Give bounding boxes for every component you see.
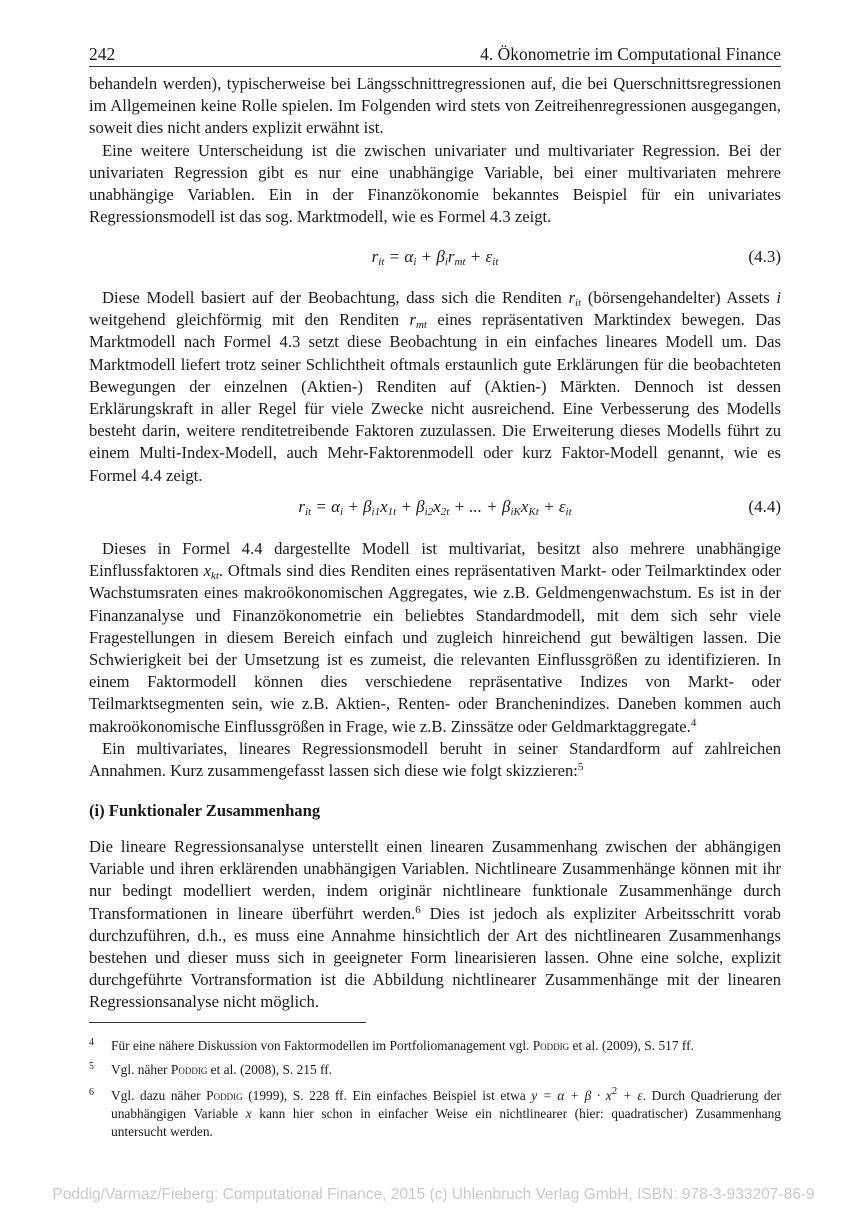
paragraph-3 [89,287,781,487]
text-run: Die lineare Regressionsanalyse unterstellt einen linearen Zusammenhang zwischen der abhängigen Variable und ihren erklärenden unabhängigen Variablen. Nichtlineare Zusammenhänge können mit ihr nur bedingt modelliert werden, indem originär nichtlineare funktionale Zusammenhänge durch Transformationen in lineare überführt werden. [89,837,781,923]
inline-formula: + ε [617,1088,643,1103]
paragraph-6 [89,836,781,1014]
footnote-divider [89,1022,366,1023]
paragraph-1: behandeln werden), typischerweise bei Längsschnittregressionen auf, die bei Querschnittsregressionen im Allgemeinen keine Rolle spielen. Im Folgenden wird stets von Zeitreihenregressionen ausgegangen, soweit dies nicht anders explizit erwähnt ist. [89,74,781,138]
paragraph-4 [89,538,781,738]
math-var: x [245,1106,252,1121]
author-name: Poddig [170,1062,208,1077]
text-run: (börsengehandelter) Assets [581,288,777,307]
text-run: Dieses in Formel 4.4 dargestellte Modell ist multivariat, besitzt also mehrere unabhängige Einflussfaktoren [89,539,781,581]
section-heading: (i) Funktionaler Zusammenhang [89,801,321,820]
equation-number: (4.3) [748,247,781,266]
inline-formula: y = α + β · x [531,1088,612,1103]
footnote-number: 6 [89,1087,94,1098]
equation-formula: $r_{it} = \alpha_i + \beta_{i1}x_{1t} + \beta_{i2}x_{2t}$ + ... + $\beta_{iK}x_{Kt} + \varepsilon_{it}$ [298,497,572,518]
page-number: 242 [89,44,116,64]
math-var: r [568,288,576,307]
footnote-ref-4[interactable]: 4 [690,716,697,729]
paragraph-2: Eine weitere Unterscheidung ist die zwischen univariater und multivariater Regression. Bei der univariaten Regression gibt es nur eine unabhängige Variable, bei einer multivariaten mehrere unabhängige Variablen. Ein in der Finanzökonomie bekanntes Beispiel für ein univariates Regressionsmodell ist das sog. Marktmodell, wie es Formel 4.3 zeigt. [89,140,781,227]
equation-formula: $r_{it} = \alpha_i + \beta_ir_{mt} + \varepsilon_{it}$ [371,247,499,268]
footnote-text [111,1061,781,1079]
math-sup: 2 [611,1085,618,1097]
footnote-number: 5 [89,1061,94,1072]
text-run: . Durch Quadrierung der unabhängigen Variable [111,1088,782,1121]
equation-4-3 [89,247,781,271]
footnote-text [111,1087,781,1141]
math-sub: mt [415,319,427,332]
math-sub: kt [210,570,219,583]
body-block-1 [89,73,781,228]
text-run: et al. (2008), S. 215 ff. [207,1062,333,1077]
math-var: i [776,288,782,307]
text-run: weitgehend gleichförmig mit den Renditen [89,310,410,330]
text-run: . Oftmals sind dies Renditen eines repräsentativen Markt- oder Teilmarktindex oder Wachstumsraten eines makroökonomischen Aggregates, wie z.B. Geldmengenwachstum. Es ist in der Finanzanalyse und Finanzökonometrie ein beliebtes Standardmodell, mit dem sich sehr viele Fragestellungen in diesem Bereich einfach und zugleich hinreichend gut bewältigen lassen. Die Schwierigkeit bei der Umsetzung ist es zumeist, die relevanten Einflussgrößen zu identifizieren. In einem Faktormodell können dies verschiedene repräsentative Indizes von Markt- oder Teilmarktsegmenten sein, wie z.B. Aktien-, Renten- oder Branchenindizes. Daneben kommen auch makroökonomische Einflussgrößen in Frage, wie z.B. Zinssätze oder Geldmarktaggregate. [89,561,781,736]
footnote-5 [89,1061,781,1079]
body-block-4 [89,836,781,1014]
author-name: Poddig [206,1088,243,1103]
math-sub: it [575,297,582,309]
footnote-6 [89,1087,781,1141]
footnote-number: 4 [89,1037,94,1048]
text-run: et al. (2009), S. 517 ff. [569,1038,694,1053]
chapter-title: 4. Ökonometrie im Computational Finance [480,44,781,64]
equation-number: (4.4) [748,497,781,516]
footnote-ref-6[interactable]: 6 [415,903,421,916]
paragraph-5 [89,738,781,782]
equation-4-4 [89,497,781,521]
text-run: Vgl. näher [111,1062,171,1077]
text-run: Vgl. dazu näher [111,1088,207,1103]
text-run: Für eine nähere Diskussion von Faktormodellen im Portfoliomanagement vgl. [111,1038,533,1053]
body-block-2 [89,287,781,487]
text-run: kann hier schon in einfacher Weise ein nichtlinearer (hier: quadratischer) Zusammenhang untersucht werden. [111,1106,781,1139]
copyright-watermark: Poddig/Varmaz/Fieberg: Computational Finance, 2015 (c) Uhlenbruch Verlag GmbH, ISBN: 978-3-933207-86-9 [52,1186,815,1203]
text-run: Diese Modell basiert auf der Beobachtung, dass sich die Renditen [102,288,569,307]
text-run: eines repräsentativen Marktindex bewegen. Das Marktmodell nach Formel 4.3 setzt diese Beobachtung in ein einfaches lineares Modell um. Das Marktmodell liefert trotz seiner Schlichtheit oftmals erstaunlich gute Erklärungen für die beobachteten Bewegungen der einzelnen (Aktien-) Renditen auf (Aktien-) Märkten. Dennoch ist dessen Erklärungskraft in aller Regel für viele Zwecke nicht ausreichend. Eine Verbesserung des Modells besteht darin, weitere renditetreibende Faktoren zuzulassen. Die Erweiterung dieses Modells führt zu einem Multi-Index-Modell, auch Mehr-Faktorenmodell oder kurz Faktor-Modell genannt, wie es Formel 4.4 zeigt. [89,310,781,485]
body-block-3 [89,538,781,782]
text-run: (1999), S. 228 ff. Ein einfaches Beispiel ist etwa [242,1088,532,1103]
running-header [89,44,781,67]
text-run: Dies ist jedoch als expliziter Arbeitsschritt vorab durchzuführen, d.h., es muss eine Annahme hinsichtlich der Art des nichtlinearen Zusammenhangs bestehen und dieser muss sich in geeigneter Form linearisieren lassen. Ohne eine solche, explizit durchgeführte Vortransformation ist die Abbildung nichtlinearer Zusammenhänge mit der linearen Regressionsanalyse nicht möglich. [89,903,781,1012]
text-run: Ein multivariates, lineares Regressionsmodell beruht in seiner Standardform auf zahlreichen Annahmen. Kurz zusammengefasst lassen sich diese wie folgt skizzieren: [89,738,781,781]
footnote-ref-5[interactable]: 5 [577,761,584,774]
math-var: r [409,310,416,330]
math-var: x [203,561,211,581]
footnote-4 [89,1037,781,1055]
footnote-text [111,1037,781,1055]
author-name: Poddig [532,1038,570,1053]
